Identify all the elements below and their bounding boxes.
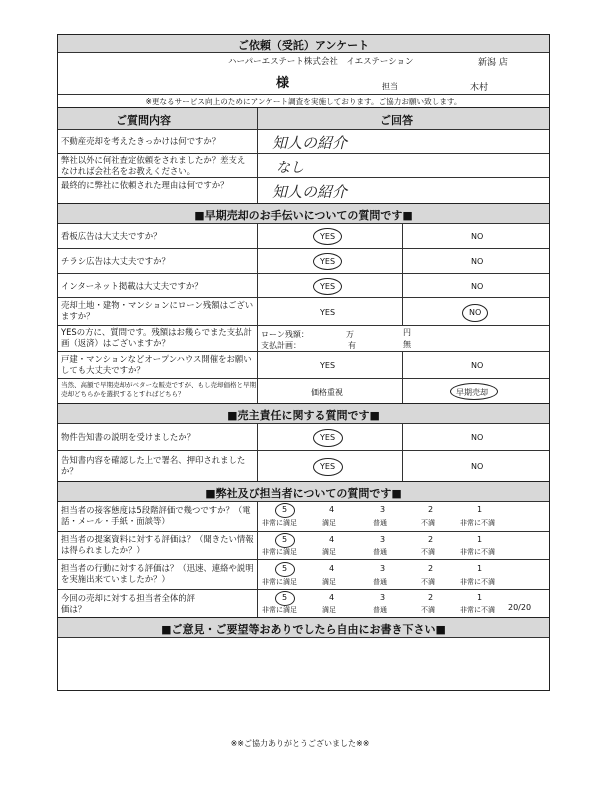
yes-option: YES	[320, 257, 336, 266]
score-label: 満足	[322, 519, 336, 527]
question-text: 物件告知書の説明を受けましたか？	[61, 432, 195, 442]
loan-balance-label: ローン残額：	[261, 330, 309, 339]
score-label: 非常に満足	[262, 548, 297, 556]
answer-handwritten: 知人の紹介	[272, 134, 348, 152]
score-1: 1	[477, 535, 483, 544]
yes-option: YES	[320, 232, 336, 241]
yesno-row	[58, 249, 549, 274]
score-2: 2	[428, 593, 434, 602]
score-4: 4	[329, 535, 335, 544]
no-option: NO	[471, 361, 484, 370]
qa-row	[58, 154, 549, 178]
score-label: 満足	[322, 606, 336, 614]
yes-circle-mark	[313, 228, 342, 245]
question-text: 今回の売却に対する担当者全体的評価は？	[61, 593, 195, 614]
question-text: 告知書内容を確認した上で署名、押印されましたか？	[61, 455, 246, 476]
yes-option: YES	[320, 308, 336, 317]
yes-option: YES	[320, 361, 336, 370]
tanto-name: 木村	[470, 83, 489, 93]
score-label: 不満	[421, 519, 435, 527]
score-label: 非常に不満	[460, 578, 495, 586]
score-3: 3	[380, 505, 386, 514]
loan-yen-unit: 円	[403, 328, 411, 337]
qa-row	[58, 130, 549, 154]
rating-row	[58, 560, 549, 590]
score-5: 5	[282, 564, 288, 573]
score-1: 1	[477, 593, 483, 602]
yes-circle-mark	[313, 458, 343, 476]
yesno-row	[58, 451, 549, 482]
yesno-row	[58, 352, 549, 379]
score-label: 非常に不満	[460, 519, 495, 527]
survey-title: ご依頼（受託）アンケート	[237, 39, 370, 52]
section-seller-title-bar	[58, 404, 549, 424]
tanto-label: 担当	[382, 82, 398, 91]
score-circle-mark	[275, 533, 295, 548]
section-seller-title: ■売主責任に関する質問です■	[227, 409, 380, 422]
total-score: 20/20	[508, 603, 532, 612]
score-2: 2	[428, 535, 434, 544]
score-label: 満足	[322, 548, 336, 556]
price-priority-option: 価格重視	[311, 388, 343, 397]
score-label: 非常に不満	[460, 606, 495, 614]
no-option: NO	[471, 257, 484, 266]
no-circle-mark	[462, 304, 488, 322]
question-text: 弊社以外に何社査定依頼をされましたか？差支えなければ会社名をお教えください。	[61, 155, 246, 176]
score-label: 満足	[322, 578, 336, 586]
question-text: 当然、高額で早期売却がベターな販売ですが、もし売却価格と早期売却どちらかを選択するとすればどちら？	[61, 381, 256, 398]
score-label: 非常に満足	[262, 606, 297, 614]
question-text: チラシ広告は大丈夫ですか？	[61, 256, 170, 266]
branch-name: 新潟 店	[478, 58, 508, 68]
survey-title-bar	[58, 35, 549, 53]
score-1: 1	[477, 564, 483, 573]
score-label: 不満	[421, 548, 435, 556]
yes-option: YES	[320, 282, 336, 291]
yesno-row	[58, 298, 549, 326]
score-circle-mark	[275, 591, 295, 606]
score-label: 普通	[373, 548, 387, 556]
yes-option: YES	[320, 462, 336, 471]
score-5: 5	[282, 535, 288, 544]
question-text: 担当者の提案資料に対する評価は？（聞きたい情報は得られましたか？）	[61, 534, 254, 555]
customer-row	[58, 53, 549, 95]
rating-row	[58, 532, 549, 560]
col-answer-header: ご回答	[380, 114, 413, 127]
company-name: ハーパーエステート株式会社 イエステーション	[228, 57, 414, 67]
speed-priority-option: 早期売却	[456, 388, 488, 397]
rating-row	[58, 502, 549, 532]
qa-header	[58, 108, 549, 130]
question-text: 不動産売却を考えたきっかけは何ですか？	[61, 136, 221, 146]
score-circle-mark	[275, 562, 295, 577]
payment-plan-no: 無	[403, 340, 411, 349]
payment-plan-yes: 有	[348, 341, 356, 350]
score-label: 非常に満足	[262, 519, 297, 527]
score-label: 非常に不満	[460, 548, 495, 556]
section-staff-title-bar	[58, 482, 549, 502]
question-text: YESの方に、質問です。残額はお幾らでまた支払計画（返済）はございますか？	[61, 327, 252, 348]
loan-man-unit: 万	[346, 330, 354, 339]
no-option: NO	[469, 308, 482, 317]
comment-area[interactable]	[58, 638, 549, 690]
notice-row	[58, 95, 549, 108]
yesno-row	[58, 224, 549, 249]
question-text: 担当者の行動に対する評価は？（迅速、連絡や説明を実施出来ていましたか？）	[61, 563, 254, 584]
notice-text: ※更なるサービス向上のためにアンケート調査を実施しております。ご協力お願い致します。	[145, 97, 462, 106]
section-staff-title: ■弊社及び担当者についての質問です■	[205, 487, 402, 500]
score-label: 不満	[421, 606, 435, 614]
answer-handwritten: なし	[276, 160, 304, 176]
payment-plan-label: 支払計画：	[261, 341, 301, 350]
loan-row	[58, 326, 549, 352]
section-comment-title: ■ご意見・ご要望等おありでしたら自由にお書き下さい■	[161, 623, 446, 636]
no-option: NO	[471, 282, 484, 291]
score-label: 非常に満足	[262, 578, 297, 586]
no-option: NO	[471, 433, 484, 442]
section-early-title-bar	[58, 204, 549, 224]
score-2: 2	[428, 564, 434, 573]
score-5: 5	[282, 505, 288, 514]
question-text: 戸建・マンションなどオープンハウス開催をお願いしても大丈夫ですか？	[61, 354, 252, 375]
yesno-row	[58, 424, 549, 451]
score-2: 2	[428, 505, 434, 514]
yes-circle-mark	[313, 278, 342, 295]
score-3: 3	[380, 593, 386, 602]
score-4: 4	[329, 593, 335, 602]
customer-sama: 様	[276, 76, 290, 91]
score-label: 普通	[373, 519, 387, 527]
no-option: NO	[471, 232, 484, 241]
rating-row	[58, 590, 549, 618]
answer-handwritten: 知人の紹介	[272, 183, 348, 201]
question-text: 売却土地・建物・マンションにローン残額はございますか？	[61, 300, 254, 321]
section-comment-title-bar	[58, 618, 549, 638]
qa-row	[58, 178, 549, 204]
yes-circle-mark	[313, 253, 342, 270]
score-4: 4	[329, 564, 335, 573]
yesno-row	[58, 274, 549, 298]
score-label: 普通	[373, 606, 387, 614]
speed-circle-mark	[450, 383, 498, 400]
no-option: NO	[471, 462, 484, 471]
question-text: インターネット掲載は大丈夫ですか？	[61, 281, 203, 291]
section-early-title: ■早期売却のお手伝いについての質問です■	[194, 209, 413, 222]
score-5: 5	[282, 593, 288, 602]
col-question-header: ご質問内容	[116, 114, 171, 127]
survey-sheet	[57, 34, 550, 691]
score-3: 3	[380, 564, 386, 573]
yes-option: YES	[320, 433, 336, 442]
score-label: 不満	[421, 578, 435, 586]
priority-row	[58, 379, 549, 404]
score-circle-mark	[275, 503, 295, 518]
score-4: 4	[329, 505, 335, 514]
yes-circle-mark	[313, 429, 343, 447]
question-text: 看板広告は大丈夫ですか？	[61, 231, 162, 241]
question-text: 担当者の接客態度は5段階評価で幾つですか？（電話・メール・手紙・面談等）	[61, 505, 251, 526]
score-1: 1	[477, 505, 483, 514]
score-3: 3	[380, 535, 386, 544]
question-text: 最終的に弊社に依頼された理由は何ですか？	[61, 180, 229, 190]
footer-thanks: ※※ご協力ありがとうございました※※	[230, 739, 370, 748]
score-label: 普通	[373, 578, 387, 586]
